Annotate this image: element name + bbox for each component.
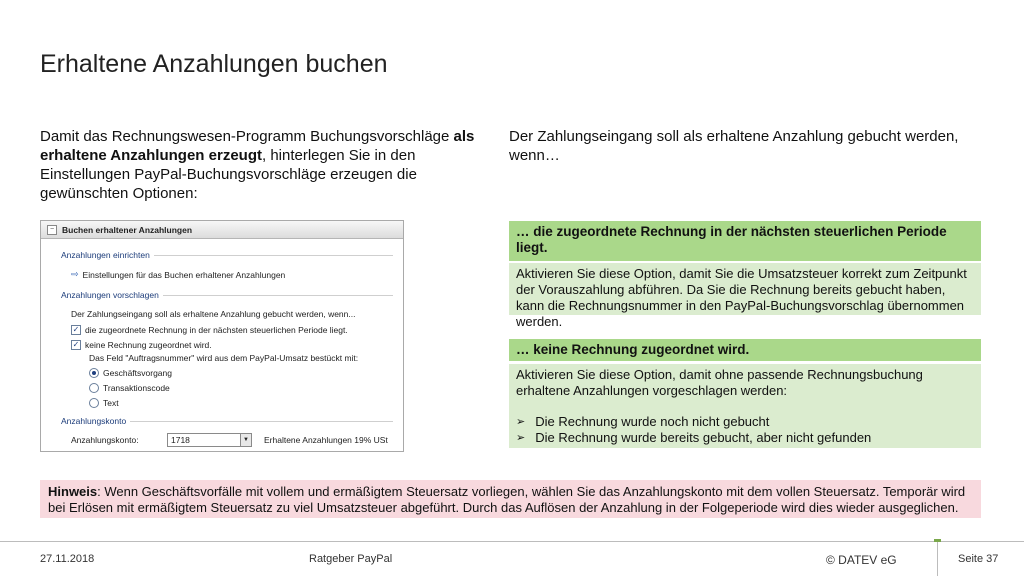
option1-heading: … die zugeordnete Rechnung in der nächsten steuerlichen Periode liegt. <box>509 221 981 261</box>
radio-transaktionscode-label: Transaktionscode <box>103 383 170 393</box>
section-divider <box>163 295 393 296</box>
checkbox-no-invoice[interactable]: ✓ <box>72 340 80 349</box>
dialog-title: Buchen erhaltener Anzahlungen <box>62 224 193 235</box>
suggest-text <box>71 309 355 319</box>
intro-left-bold: als erhaltene Anzahlungen erzeugt <box>40 128 475 164</box>
radio-row-geschaeftsvorgang[interactable] <box>89 368 172 378</box>
arrow-bullet-icon: ➢ <box>516 432 526 444</box>
option2-bullet-list <box>516 414 974 446</box>
section-divider <box>130 421 393 422</box>
settings-dialog <box>40 220 404 452</box>
radio-geschaeftsvorgang[interactable] <box>89 368 99 378</box>
setup-link-row[interactable] <box>71 269 285 280</box>
footer-divider <box>0 541 1024 542</box>
account-value: 1718 <box>171 435 190 445</box>
slide-title: Erhaltene Anzahlungen buchen <box>40 50 388 78</box>
list-item-text: Die Rechnung wurde noch nicht gebucht <box>535 414 770 429</box>
radio-row-text[interactable] <box>89 398 119 408</box>
list-item-text: Die Rechnung wurde bereits gebucht, aber nicht gefunden <box>535 430 872 445</box>
account-desc: Erhaltene Anzahlungen 19% USt <box>264 435 388 445</box>
setup-link[interactable]: Einstellungen für das Buchen erhaltener Anzahlungen <box>82 269 286 280</box>
account-select[interactable] <box>167 433 252 447</box>
checkbox-next-period-label: die zugeordnete Rechnung in der nächsten steuerlichen Periode liegt. <box>85 325 348 335</box>
radio-geschaeftsvorgang-label: Geschäftsvorgang <box>103 368 172 378</box>
option1-description: Aktivieren Sie diese Option, damit Sie die Umsatzsteuer korrekt zum Zeitpunkt der Vorauszahlung abführen. Da Sie die Rechnung bereits gebucht haben, kann die Rechnungsnummer in den PayPal-Buchungsvorschlag übernommen werden. <box>509 263 981 315</box>
list-item <box>516 430 974 446</box>
checkbox-row-next-period[interactable] <box>71 325 348 335</box>
account-row <box>71 433 388 447</box>
dialog-header <box>41 221 403 239</box>
radio-transaktionscode[interactable] <box>89 383 99 393</box>
intro-left-text <box>40 127 480 203</box>
radio-text-label: Text <box>103 398 119 408</box>
section-setup <box>61 250 393 260</box>
collapse-icon[interactable]: − <box>47 225 57 235</box>
option2-heading: … keine Rechnung zugeordnet wird. <box>509 339 981 361</box>
intro-left-part2: , hinterlegen Sie in den Einstellungen PayPal-Buchungsvorschläge erzeugen die gewünschten Optionen: <box>40 147 417 202</box>
footer-tick <box>937 541 938 576</box>
list-item <box>516 414 974 430</box>
footer-page-number: Seite 37 <box>958 553 999 565</box>
option2-body-text: Aktivieren Sie diese Option, damit ohne passende Rechnungsbuchung erhaltene Anzahlungen vorgeschlagen werden: <box>516 367 923 398</box>
radio-row-transaktionscode[interactable] <box>89 383 170 393</box>
hint-box <box>40 480 981 518</box>
account-label: Anzahlungskonto: <box>71 435 139 445</box>
chevron-down-icon[interactable]: ▼ <box>240 434 251 446</box>
arrow-bullet-icon: ➢ <box>516 416 526 428</box>
hint-label: Hinweis <box>48 484 98 499</box>
footer-copyright: © DATEV eG <box>826 553 897 567</box>
arrow-right-icon: ⇨ <box>71 269 79 279</box>
footer-title: Ratgeber PayPal <box>309 553 393 565</box>
section-divider <box>154 255 393 256</box>
checkbox-no-invoice-label: keine Rechnung zugeordnet wird. <box>85 340 212 350</box>
intro-left-part1: Damit das Rechnungswesen-Programm Buchungsvorschläge <box>40 128 454 145</box>
section-setup-label: Anzahlungen einrichten <box>61 250 150 260</box>
section-account-label: Anzahlungskonto <box>61 416 127 426</box>
suggest-text-label: Der Zahlungseingang soll als erhaltene Anzahlung gebucht werden, wenn... <box>71 309 356 319</box>
intro-right-text: Der Zahlungseingang soll als erhaltene Anzahlung gebucht werden, wenn… <box>509 128 959 164</box>
option2-description <box>509 364 981 448</box>
section-suggest-label: Anzahlungen vorschlagen <box>61 290 159 300</box>
field-text-label: Das Feld "Auftragsnummer" wird aus dem PayPal-Umsatz bestückt mit: <box>89 353 359 363</box>
section-account <box>61 416 393 426</box>
footer-accent <box>934 539 941 542</box>
footer-date: 27.11.2018 <box>40 553 95 565</box>
radio-text[interactable] <box>89 398 99 408</box>
checkbox-next-period[interactable]: ✓ <box>72 325 80 334</box>
section-suggest <box>61 290 393 300</box>
field-text <box>89 353 358 363</box>
checkbox-row-no-invoice[interactable] <box>71 340 212 350</box>
hint-text: : Wenn Geschäftsvorfälle mit vollem und ermäßigtem Steuersatz vorliegen, wählen Sie das Anzahlungskonto mit dem vollen Steuersatz. Temporär wird bei Erlösen mit ermäßigtem Steuersatz zu viel Umsatzsteuer abgeführt. Durch das Auflösen der Anzahlung in der Folgeperiode wird dies wieder ausgeglichen. <box>48 484 966 515</box>
